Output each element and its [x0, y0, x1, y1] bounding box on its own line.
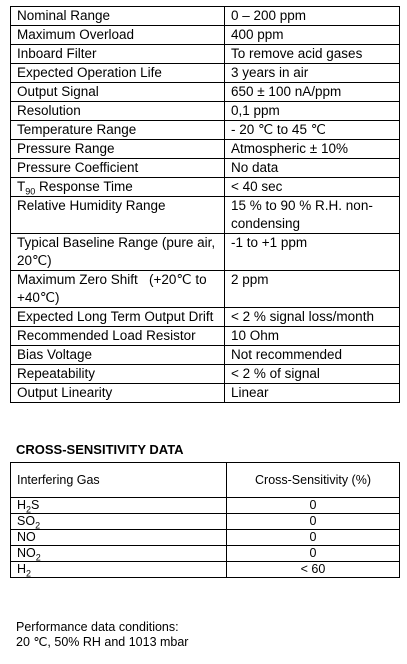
spec-value: 3 years in air	[225, 64, 400, 83]
spec-row	[11, 140, 400, 159]
spec-row	[11, 102, 400, 121]
spec-row	[11, 197, 400, 234]
conditions-line-1: Performance data conditions:	[16, 620, 179, 634]
spec-value: < 40 sec	[225, 178, 400, 197]
cross-sensitivity-value: 0	[227, 514, 400, 530]
spec-label: Output Linearity	[11, 384, 225, 403]
spec-label: Pressure Range	[11, 140, 225, 159]
spec-label: Inboard Filter	[11, 45, 225, 64]
spec-label: Temperature Range	[11, 121, 225, 140]
conditions-line-2: 20 ℃, 50% RH and 1013 mbar	[16, 635, 189, 649]
gas-name	[11, 530, 227, 546]
spec-row	[11, 308, 400, 327]
cross-sensitivity-value: 0	[227, 546, 400, 562]
gas-name	[11, 514, 227, 530]
cross-sensitivity-value: < 60	[227, 562, 400, 578]
spec-row	[11, 234, 400, 271]
spec-value: No data	[225, 159, 400, 178]
cross-sensitivity-heading: CROSS-SENSITIVITY DATA	[16, 442, 184, 457]
spec-label: Pressure Coefficient	[11, 159, 225, 178]
performance-conditions-note	[16, 620, 188, 650]
spec-value: 400 ppm	[225, 26, 400, 45]
spec-value: - 20 ℃ to 45 ℃	[225, 121, 400, 140]
spec-label: Resolution	[11, 102, 225, 121]
gas-name	[11, 498, 227, 514]
spec-value: Linear	[225, 384, 400, 403]
spec-row	[11, 271, 400, 308]
spec-value: Atmospheric ± 10%	[225, 140, 400, 159]
spec-label: Recommended Load Resistor	[11, 327, 225, 346]
gas-formula-subscript: 2	[35, 520, 41, 531]
cross-sensitivity-row	[11, 514, 400, 530]
gas-name	[11, 546, 227, 562]
cross-sensitivity-row	[11, 562, 400, 578]
spec-label-subscript: 90	[25, 186, 36, 197]
spec-row	[11, 346, 400, 365]
spec-value: 15 % to 90 % R.H. non-condensing	[225, 197, 400, 234]
gas-name	[11, 562, 227, 578]
spec-label: Typical Baseline Range (pure air, 20℃)	[11, 234, 225, 271]
spec-label-rest: Response Time	[35, 179, 133, 194]
spec-label: Expected Operation Life	[11, 64, 225, 83]
spec-value: < 2 % signal loss/month	[225, 308, 400, 327]
gas-formula-rest: S	[31, 498, 40, 512]
cross-sensitivity-header-row	[11, 463, 400, 498]
spec-row	[11, 121, 400, 140]
gas-formula: H	[17, 562, 27, 576]
spec-row	[11, 178, 400, 197]
cross-sensitivity-row	[11, 530, 400, 546]
spec-label: Relative Humidity Range	[11, 197, 225, 234]
gas-formula-subscript: 2	[26, 568, 32, 579]
gas-formula: SO	[17, 514, 36, 528]
cross-sensitivity-value: 0	[227, 498, 400, 514]
spec-label: Maximum Overload	[11, 26, 225, 45]
spec-value: To remove acid gases	[225, 45, 400, 64]
gas-formula-subscript: 2	[35, 552, 41, 563]
spec-value: -1 to +1 ppm	[225, 234, 400, 271]
spec-row	[11, 45, 400, 64]
spec-value: 0 – 200 ppm	[225, 7, 400, 26]
spec-label: Expected Long Term Output Drift	[11, 308, 225, 327]
column-header-cross-sensitivity: Cross-Sensitivity (%)	[227, 463, 400, 498]
spec-label: Nominal Range	[11, 7, 225, 26]
spec-row	[11, 7, 400, 26]
specification-table	[10, 6, 400, 403]
spec-row	[11, 384, 400, 403]
spec-label: Repeatability	[11, 365, 225, 384]
spec-label	[11, 178, 225, 197]
spec-value: 2 ppm	[225, 271, 400, 308]
spec-value: 10 Ohm	[225, 327, 400, 346]
column-header-gas: Interfering Gas	[11, 463, 227, 498]
spec-value: Not recommended	[225, 346, 400, 365]
spec-label: Bias Voltage	[11, 346, 225, 365]
spec-row	[11, 83, 400, 102]
spec-label: Output Signal	[11, 83, 225, 102]
spec-label-main: T	[17, 179, 26, 194]
gas-formula: NO	[17, 546, 36, 560]
cross-sensitivity-row	[11, 498, 400, 514]
cross-sensitivity-row	[11, 546, 400, 562]
gas-formula: H	[17, 498, 27, 512]
cross-sensitivity-value: 0	[227, 530, 400, 546]
spec-label: Maximum Zero Shift (+20℃ to +40℃)	[11, 271, 225, 308]
spec-value: 0,1 ppm	[225, 102, 400, 121]
spec-value: 650 ± 100 nA/ppm	[225, 83, 400, 102]
gas-formula: NO	[17, 530, 36, 544]
gas-formula-subscript: 2	[26, 504, 32, 515]
spec-row	[11, 159, 400, 178]
spec-row	[11, 327, 400, 346]
spec-row	[11, 365, 400, 384]
spec-row	[11, 26, 400, 45]
spec-row	[11, 64, 400, 83]
spec-value: < 2 % of signal	[225, 365, 400, 384]
cross-sensitivity-table	[10, 462, 400, 578]
